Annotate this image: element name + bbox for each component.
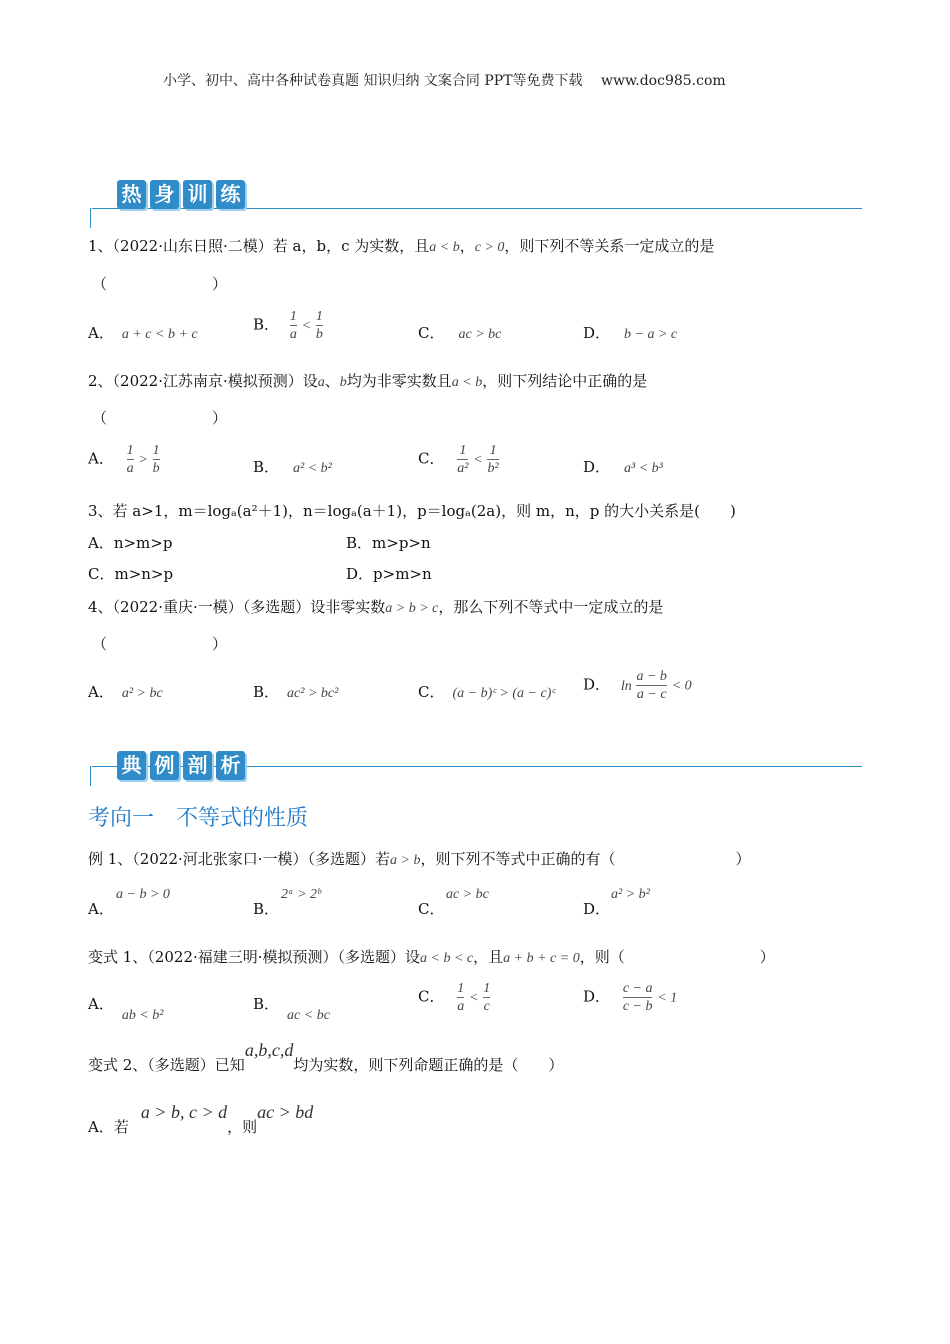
option-a[interactable]: A． $\frac{1}{a}$ > $\frac{1}{b}$ bbox=[88, 443, 160, 476]
question-2-stem: 2、（2022·江苏南京·模拟预测）设a、b均为非零实数且a < b，则下列结论中正确的是 bbox=[88, 372, 648, 390]
page-header: 小学、初中、高中各种试卷真题 知识归纳 文案合同 PPT等免费下载 www.doc985.com bbox=[163, 73, 726, 89]
banner-char: 身 bbox=[150, 180, 179, 209]
answer-paren: （ ） bbox=[92, 275, 228, 293]
variant-2-stem: 变式 2、（多选题）已知a,b,c,d均为实数，则下列命题正确的是（ ） bbox=[88, 1040, 564, 1074]
section-rule-left bbox=[90, 208, 91, 228]
banner-char: 热 bbox=[117, 180, 146, 209]
section-heading: 考向一 不等式的性质 bbox=[88, 806, 309, 831]
question-4-stem: 4、（2022·重庆·一模）（多选题）设非零实数a > b > c，那么下列不等式中一定成立的是 bbox=[88, 598, 664, 616]
banner-char: 练 bbox=[216, 180, 245, 209]
banner-char: 训 bbox=[183, 180, 212, 209]
banner-char: 例 bbox=[150, 751, 179, 780]
option-d[interactable]: D． ln $\frac{a - b}{a - c}$ < 0 bbox=[583, 669, 692, 702]
option-a[interactable]: A．n>m>p bbox=[88, 534, 173, 552]
banner-char: 剖 bbox=[183, 751, 212, 780]
question-1-stem: 1、（2022·山东日照·二模）若 a，b，c 为实数，且a < b，c > 0，则下列不等关系一定成立的是 bbox=[88, 237, 715, 255]
option-a[interactable]: A． a + c < b + c bbox=[88, 324, 198, 342]
banner-char: 析 bbox=[216, 751, 245, 780]
option-d[interactable]: a² > b² bbox=[611, 887, 650, 902]
question-3-stem: 3、若 a>1，m＝logₐ(a²＋1)，n＝logₐ(a＋1)，p＝logₐ(2a)，则 m，n，p 的大小关系是( ) bbox=[88, 502, 736, 520]
section-rule-left bbox=[90, 766, 91, 786]
option-c-label: C． bbox=[418, 900, 445, 918]
option-d[interactable]: D． b − a > c bbox=[583, 324, 678, 342]
option-b[interactable]: B．ac < bc bbox=[253, 995, 330, 1023]
option-c[interactable]: C．m>n>p bbox=[88, 565, 174, 583]
variant-1-stem: 变式 1、（2022·福建三明·模拟预测）（多选题）设a < b < c，且a + b + c = 0，则（ ） bbox=[88, 948, 775, 966]
section-banner-examples bbox=[117, 751, 245, 780]
option-c[interactable]: C． ac > bc bbox=[418, 324, 502, 342]
answer-paren: （ ） bbox=[92, 635, 228, 653]
option-b[interactable]: B．m>p>n bbox=[346, 534, 431, 552]
option-c[interactable]: ac > bc bbox=[446, 887, 489, 902]
option-b[interactable]: B． $\frac{1}{a}$ < $\frac{1}{b}$ bbox=[253, 309, 323, 342]
option-a[interactable]: a − b > 0 bbox=[116, 887, 170, 902]
option-b-label: B． bbox=[253, 900, 280, 918]
option-b[interactable]: B． ac² > bc² bbox=[253, 683, 339, 701]
banner-char: 典 bbox=[117, 751, 146, 780]
option-c[interactable]: C． $\frac{1}{a}$ < $\frac{1}{c}$ bbox=[418, 981, 491, 1014]
option-b[interactable]: B． a² < b² bbox=[253, 458, 332, 476]
option-a[interactable]: A．若a > b, c > d，则ac > bd bbox=[88, 1102, 314, 1136]
option-a[interactable]: A． a² > bc bbox=[88, 683, 163, 701]
option-c[interactable]: C． (a − b)ᶜ > (a − c)ᶜ bbox=[418, 683, 556, 701]
option-a-label: A． bbox=[88, 900, 114, 918]
option-c[interactable]: C． $\frac{1}{\text{a²}}$ < $\frac{1}{\text{b²}}$ bbox=[418, 443, 499, 476]
option-b[interactable]: 2ᵃ > 2ᵇ bbox=[281, 887, 321, 902]
option-a[interactable]: A．ab < b² bbox=[88, 995, 164, 1023]
answer-paren: （ ） bbox=[92, 409, 228, 427]
option-d-label: D． bbox=[583, 900, 611, 918]
option-d[interactable]: D． $\frac{c - a}{c - b}$ < 1 bbox=[583, 981, 678, 1014]
example-1-stem: 例 1、（2022·河北张家口·一模）（多选题）若a > b，则下列不等式中正确的有（ ） bbox=[88, 850, 751, 868]
option-d[interactable]: D．p>m>n bbox=[346, 565, 432, 583]
option-d[interactable]: D． a³ < b³ bbox=[583, 458, 663, 476]
section-banner-warmup bbox=[117, 180, 245, 209]
